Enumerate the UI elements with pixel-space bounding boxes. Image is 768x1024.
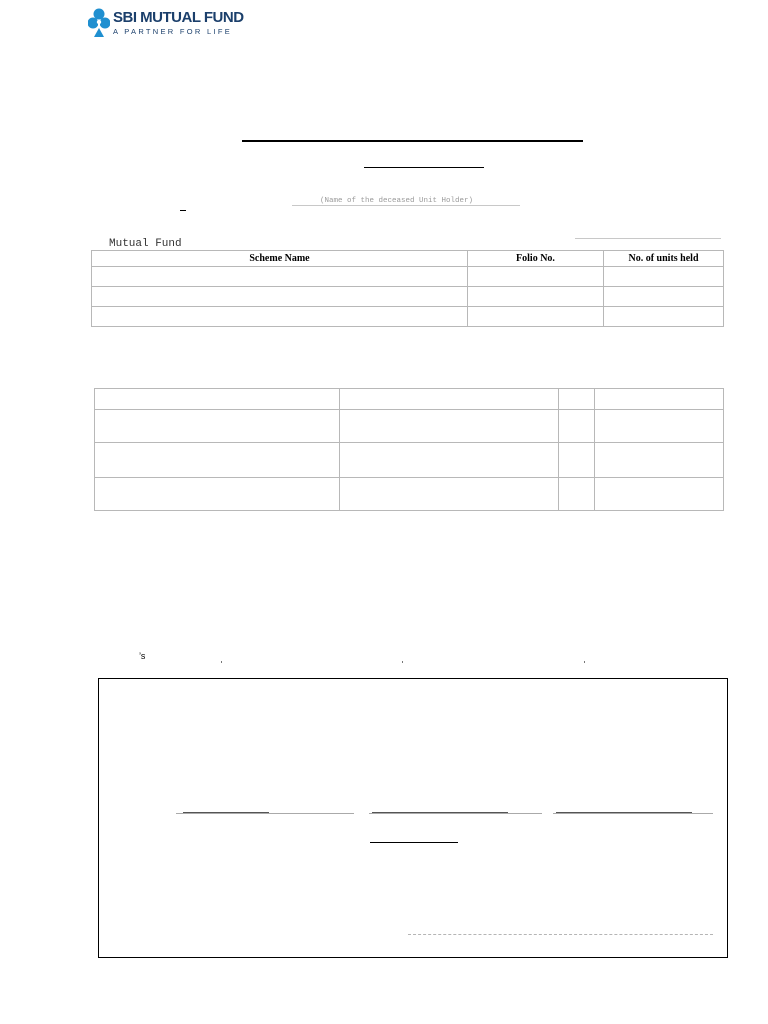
official-signature-line[interactable] [408,934,713,935]
sbi-keyhole-logo-icon [88,8,110,38]
table-row [95,443,724,478]
folio-cell[interactable] [468,307,604,327]
table-row [95,478,724,511]
col-scheme-name: Scheme Name [92,251,468,267]
table-row [95,410,724,443]
folio-cell[interactable] [468,267,604,287]
claimant-cell[interactable] [595,410,724,443]
claimant-cell[interactable] [95,410,340,443]
fund-name-line[interactable] [575,238,721,239]
table-row [92,267,724,287]
deceased-name-line[interactable] [292,205,520,206]
title-underline [242,140,583,142]
signature-line-3-overlay [556,812,692,813]
scheme-cell[interactable] [92,307,468,327]
table-row [95,389,724,410]
subtitle-underline [364,167,484,168]
signature-line-2[interactable] [369,813,542,814]
box-subheading-underline [370,842,458,843]
claimant-cell[interactable] [595,443,724,478]
claimant-cell[interactable] [559,443,595,478]
col-units-held: No. of units held [604,251,724,267]
claimants-table [94,388,724,511]
deceased-name-caption: (Name of the deceased Unit Holder) [320,197,474,205]
folio-cell[interactable] [468,287,604,307]
holdings-table [91,250,724,327]
claimant-cell[interactable] [559,389,595,410]
claimant-cell[interactable] [559,478,595,511]
claimant-cell[interactable] [95,443,340,478]
table-header-row [92,251,724,267]
claimant-cell[interactable] [340,478,559,511]
units-cell[interactable] [604,307,724,327]
mutual-fund-label: Mutual Fund [109,238,182,250]
signature-line-1[interactable] [176,813,354,814]
table-row [92,307,724,327]
signature-line-3[interactable] [553,813,713,814]
units-cell[interactable] [604,287,724,307]
claimant-cell[interactable] [340,410,559,443]
signature-line-2-overlay [372,812,508,813]
dash-mark [180,210,186,211]
claimant-cell[interactable] [95,478,340,511]
scheme-cell[interactable] [92,287,468,307]
claimant-cell[interactable] [340,443,559,478]
units-cell[interactable] [604,267,724,287]
table-row [92,287,724,307]
claimant-cell[interactable] [559,410,595,443]
declaration-box [98,678,728,958]
claimant-cell[interactable] [95,389,340,410]
claimant-cell[interactable] [595,478,724,511]
brand-tagline: A PARTNER FOR LIFE [113,27,233,36]
brand-name: SBI MUTUAL FUND [113,9,244,26]
possessive-suffix: ’s [139,651,146,661]
tick-mark [221,661,222,663]
claimant-cell[interactable] [340,389,559,410]
claimant-cell[interactable] [595,389,724,410]
col-folio-no: Folio No. [468,251,604,267]
scheme-cell[interactable] [92,267,468,287]
tick-mark [584,661,585,663]
sbi-mf-logo [88,8,244,40]
signature-line-1-overlay [183,812,269,813]
tick-mark [402,661,403,663]
